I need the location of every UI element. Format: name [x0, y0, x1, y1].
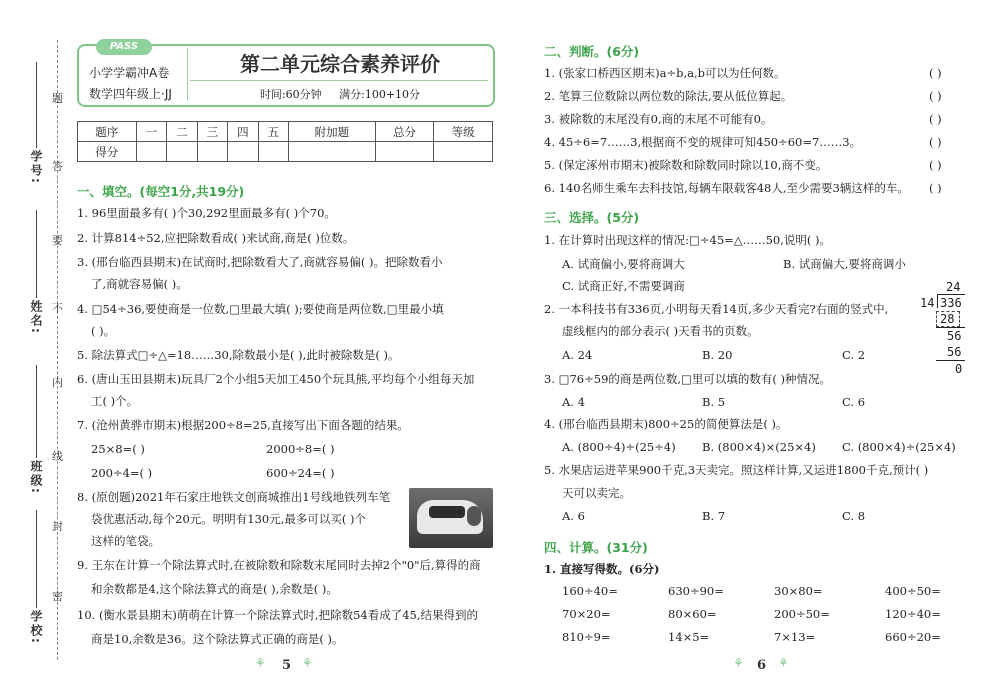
score-input-cell[interactable] [167, 142, 198, 162]
judge-answer[interactable]: ( ) [929, 181, 942, 195]
question-4-line1: 4. □54÷36,要使商是一位数,□里最大填( );要使商是两位数,□里最小填 [77, 302, 444, 316]
division-step: 56 [947, 345, 962, 359]
table-cell: 等级 [434, 122, 493, 142]
choice-1-option: A. 试商偏小,要将商调大 [562, 257, 685, 271]
choice-3-option: B. 5 [702, 395, 726, 409]
calc-item: 30×80= [774, 584, 823, 598]
calc-item: 810÷9= [562, 630, 611, 644]
score-input-cell[interactable] [289, 142, 376, 162]
choice-1-option: C. 试商正好,不需要调商 [562, 279, 685, 293]
subway-pencil-case-image [409, 488, 493, 548]
table-row [78, 142, 493, 162]
table-cell: 总分 [375, 122, 434, 142]
division-dividend: 336 [940, 296, 962, 310]
table-cell: 题序 [78, 122, 137, 142]
question-6-line2: 工( )个。 [91, 394, 139, 408]
question-7: 7. (沧州黄骅市期末)根据200÷8=25,直接写出下面各题的结果。 [77, 418, 409, 432]
judge-1: 1. (张家口桥西区期末)a÷b,a,b可以为任何数。 [544, 66, 786, 80]
choice-4-option: C. (800×4)÷(25×4) [842, 440, 956, 454]
score-input-cell[interactable] [197, 142, 228, 162]
division-step: 56 [947, 329, 962, 343]
seal-char: 题 [52, 92, 63, 105]
score-input-cell[interactable] [375, 142, 434, 162]
pass-logo: PASS [96, 39, 152, 55]
calc-item: 7×13= [774, 630, 816, 644]
section-fill-blank: 一、填空。(每空1分,共19分) [77, 184, 245, 199]
question-8-line3: 这样的笔袋。 [91, 534, 160, 548]
choice-5-option: C. 8 [842, 509, 866, 523]
division-remainder: 0 [955, 362, 963, 376]
school-label: 学校: [29, 610, 43, 645]
judge-answer[interactable]: ( ) [929, 89, 942, 103]
seal-char: 密 [52, 590, 63, 603]
calc-item: 630÷90= [668, 584, 724, 598]
division-rule [936, 360, 965, 361]
choice-3: 3. □76÷59的商是两位数,□里可以填的数有( )种情况。 [544, 372, 832, 386]
table-cell: 附加题 [289, 122, 376, 142]
calc-item: 400÷50= [885, 584, 941, 598]
table-cell: 得分 [78, 142, 137, 162]
division-quotient: 24 [946, 280, 961, 294]
exam-info [190, 86, 490, 102]
section-choice: 三、选择。(5分) [544, 210, 640, 225]
choice-2-line1: 2. 一本科技书有336页,小明每天看14页,多少天看完?右面的竖式中, [544, 302, 889, 316]
choice-4: 4. (邢台临西县期末)800÷25的简便算法是( )。 [544, 417, 788, 431]
sprout-icon: ⚘ [302, 656, 313, 670]
judge-answer[interactable]: ( ) [929, 135, 942, 149]
score-input-cell[interactable] [136, 142, 167, 162]
exam-score: 满分:100+10分 [339, 88, 421, 101]
calc-item: 80×60= [668, 607, 717, 621]
choice-5-option: A. 6 [562, 509, 585, 523]
question-4-line2: ( )。 [91, 324, 116, 338]
question-9-line1: 9. 王东在计算一个除法算式时,在被除数和除数末尾同时去掉2个"0"后,算得的商 [77, 558, 481, 572]
calc-item: 70×20= [562, 607, 611, 621]
judge-3: 3. 被除数的末尾没有0,商的末尾不可能有0。 [544, 112, 773, 126]
sprout-icon: ⚘ [778, 656, 789, 670]
calc-item: 660÷20= [885, 630, 941, 644]
header-divider [187, 48, 188, 100]
table-row [78, 122, 493, 142]
school-line [36, 510, 37, 608]
division-divisor: 14 [920, 296, 935, 310]
judge-6: 6. 140名师生乘车去科技馆,每辆车限载客48人,至少需要3辆这样的车。 [544, 181, 909, 195]
division-rule [936, 327, 965, 328]
section-judge: 二、判断。(6分) [544, 44, 640, 59]
question-8-line1: 8. (原创题)2021年石家庄地铁文创商城推出1号线地铁列车笔 [77, 490, 391, 504]
seal-char: 要 [52, 234, 63, 247]
division-bar [937, 294, 965, 295]
question-2: 2. 计算814÷52,应把除数看成( )来试商,商是( )位数。 [77, 231, 355, 245]
calc-item: 14×5= [668, 630, 710, 644]
page-title: 第二单元综合素养评价 [240, 52, 440, 76]
score-input-cell[interactable] [258, 142, 289, 162]
choice-4-option: B. (800×4)×(25×4) [702, 440, 816, 454]
seal-char: 线 [52, 450, 63, 463]
class-label: 班级: [29, 460, 43, 495]
choice-5-line2: 天可以卖完。 [562, 486, 631, 500]
binding-margin [0, 0, 66, 693]
seal-line [57, 40, 58, 660]
exam-time: 时间:60分钟 [259, 88, 322, 101]
judge-answer[interactable]: ( ) [929, 112, 942, 126]
calc-title: 1. 直接写得数。(6分) [544, 562, 660, 576]
table-cell: 一 [136, 122, 167, 142]
q7-item: 2000÷8=( ) [266, 442, 335, 456]
judge-answer[interactable]: ( ) [929, 66, 942, 80]
choice-5-line1: 5. 水果店运进苹果900千克,3天卖完。照这样计算,又运进1800千克,预计( ) [544, 463, 929, 477]
name-label: 姓名: [29, 300, 43, 335]
question-8-line2: 袋优惠活动,每个20元。明明有130元,最多可以买( )个 [91, 512, 367, 526]
choice-4-option: A. (800÷4)÷(25÷4) [562, 440, 676, 454]
table-cell: 四 [228, 122, 259, 142]
judge-5: 5. (保定涿州市期末)被除数和除数同时除以10,商不变。 [544, 158, 828, 172]
choice-5-option: B. 7 [702, 509, 726, 523]
table-cell: 二 [167, 122, 198, 142]
calc-item: 200÷50= [774, 607, 830, 621]
q7-item: 200÷4=( ) [91, 466, 153, 480]
calc-item: 120÷40= [885, 607, 941, 621]
question-10-line1: 10. (衡水景县期末)萌萌在计算一个除法算式时,把除数54看成了45,结果得到的 [77, 608, 478, 622]
choice-2-option: C. 2 [842, 348, 866, 362]
sprout-icon: ⚘ [733, 656, 744, 670]
choice-2-option: A. 24 [562, 348, 593, 362]
judge-answer[interactable]: ( ) [929, 158, 942, 172]
series-name: 小学学霸冲A卷 [89, 66, 170, 80]
page-number: 6 [757, 658, 767, 673]
seal-char: 不 [52, 302, 63, 315]
choice-2-line2: 虚线框内的部分表示( )天看书的页数。 [562, 324, 759, 338]
choice-1: 1. 在计算时出现这样的情况:□÷45=△……50,说明( )。 [544, 233, 832, 247]
choice-3-option: A. 4 [562, 395, 585, 409]
header-rule [190, 80, 488, 81]
name-line [36, 210, 37, 298]
question-1: 1. 96里面最多有( )个30,292里面最多有( )个70。 [77, 206, 336, 220]
section-calculate: 四、计算。(31分) [544, 540, 648, 555]
q7-item: 600÷24=( ) [266, 466, 335, 480]
seal-char: 封 [52, 520, 63, 533]
question-5: 5. 除法算式□÷△=18……30,除数最小是( ),此时被除数是( )。 [77, 348, 400, 362]
seal-char: 答 [52, 160, 63, 173]
score-input-cell[interactable] [228, 142, 259, 162]
class-line [36, 365, 37, 458]
choice-2-option: B. 20 [702, 348, 733, 362]
question-6-line1: 6. (唐山玉田县期末)玩具厂2个小组5天加工450个玩具熊,平均每个小组每天加 [77, 372, 475, 386]
question-3-line1: 3. (邢台临西县期末)在试商时,把除数看大了,商就容易偏( )。把除数看小 [77, 255, 443, 269]
question-9-line2: 和余数都是4,这个除法算式的商是( ),余数是( )。 [91, 582, 338, 596]
judge-2: 2. 笔算三位数除以两位数的除法,要从低位算起。 [544, 89, 793, 103]
score-input-cell[interactable] [434, 142, 493, 162]
sprout-icon: ⚘ [255, 656, 266, 670]
question-10-line2: 商是10,余数是36。这个除法算式正确的商是( )。 [91, 632, 344, 646]
q7-item: 25×8=( ) [91, 442, 145, 456]
judge-4: 4. 45÷6=7……3,根据商不变的规律可知450÷60=7……3。 [544, 135, 862, 149]
division-step: 28 [940, 312, 955, 326]
table-cell: 三 [197, 122, 228, 142]
grade-label: 数学四年级上·JJ [89, 87, 172, 101]
choice-1-option: B. 试商偏大,要将商调小 [783, 257, 906, 271]
question-3-line2: 了,商就容易偏( )。 [91, 277, 188, 291]
student-id-label: 学号: [29, 150, 43, 185]
student-id-line [36, 62, 37, 148]
calc-item: 160÷40= [562, 584, 618, 598]
choice-3-option: C. 6 [842, 395, 866, 409]
score-table [77, 121, 493, 162]
page-number: 5 [282, 658, 292, 673]
table-cell: 五 [258, 122, 289, 142]
division-bracket [937, 294, 938, 308]
seal-char: 内 [52, 376, 63, 389]
